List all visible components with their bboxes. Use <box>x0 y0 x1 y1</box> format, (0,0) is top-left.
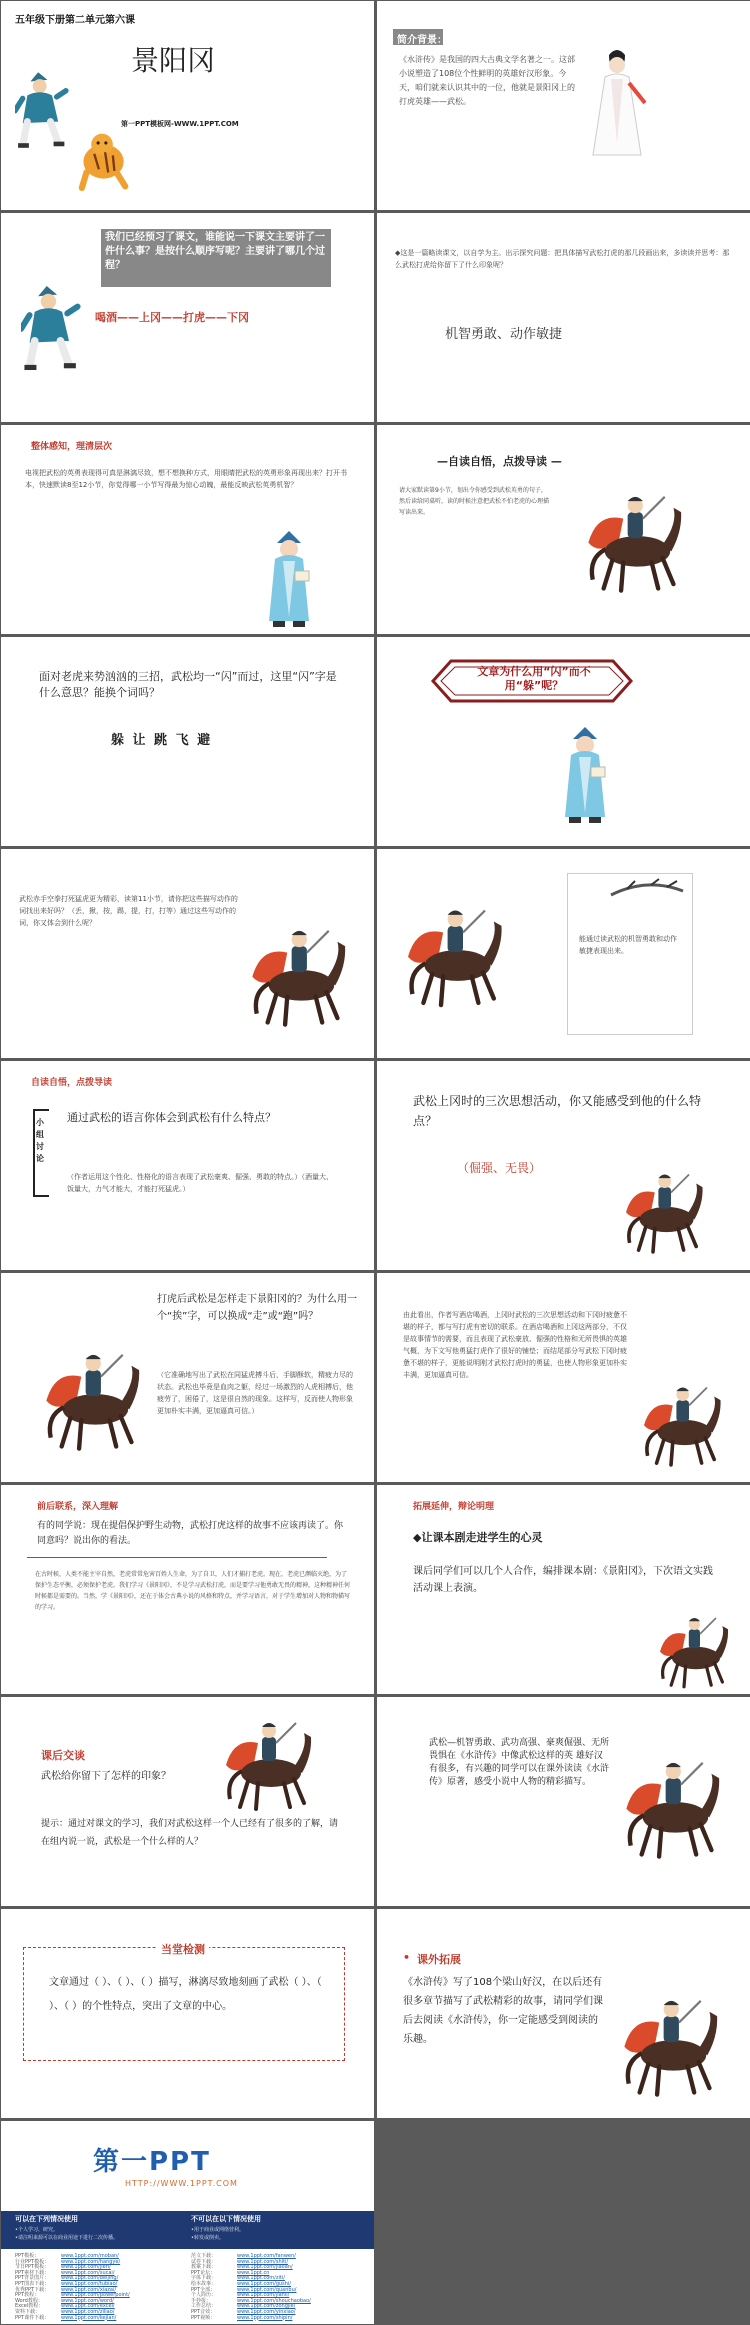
resource-link-label: 资料下载： <box>15 2308 41 2315</box>
resource-link-label: 字体下载： <box>191 2275 217 2282</box>
resource-link-url[interactable]: www.1ppt.com/excel/ <box>61 2303 115 2310</box>
resource-link-url[interactable]: www.1ppt.com/shiti/ <box>237 2258 289 2265</box>
body-text: 武松赤手空拳打死猛虎更为精彩，读第11小节，请你把这些描写动作的词找出来好吗？（丢，揪，按，踢，提，打，打等）通过这些写动作的词，你又体会到什么呢？ <box>19 895 238 927</box>
resource-link-url[interactable]: www.1ppt.com/kejian/ <box>61 2314 117 2321</box>
warrior-illustration <box>21 273 81 383</box>
section-heading: 前后联系，深入理解 <box>37 1502 119 1512</box>
forbidden-item: •转发或倒卖。 <box>191 2235 224 2241</box>
intro-text: 《水浒传》是我国的四大古典文学名著之一。这部小说塑造了108位个性鲜明的英雄好汉形象。今天，咱们就来认识其中的一位，他就是景阳冈上的打虎英雄——武松。 <box>399 55 575 106</box>
rider-illustration <box>617 1151 707 1261</box>
answer-text: （它准确地写出了武松在同猛虎搏斗后，手脚酥软，精疲力尽的状态。武松也毕竟是血肉之躯，经过一场激烈的人虎相搏后，他疲劳了，困倦了，这是很自然的现象。这样写，反而使人物形象更加朴实丰满，更加逼真可信。） <box>157 1371 353 1415</box>
resource-link-label: Word教程： <box>15 2297 43 2304</box>
resource-link-label: Excel教程： <box>15 2303 44 2310</box>
resource-link-label: PPT论坛： <box>191 2269 216 2276</box>
rider-illustration <box>241 909 351 1029</box>
promo-url: HTTP://WWW.1PPT.COM <box>125 2179 238 2188</box>
tiger-illustration <box>71 129 133 191</box>
slide-6 <box>377 425 750 634</box>
question-text: 面对老虎来势汹汹的三招，武松均一“闪”而过，这里“闪”字是什么意思？能换个词吗？ <box>39 670 337 699</box>
slide-footer: 第一PPT模板网-WWW.1PPT.COM <box>121 120 239 128</box>
rider-illustration <box>613 1979 723 2099</box>
resource-link-url[interactable]: www.1ppt.cn <box>237 2269 270 2276</box>
resource-link-label: 范文下载： <box>191 2253 217 2259</box>
resource-link-url[interactable]: www.1ppt.com/gushi/ <box>237 2280 292 2287</box>
resource-link-label: 手抄报： <box>191 2297 212 2304</box>
promo-slide <box>1 2121 374 2324</box>
warrior-illustration <box>15 65 69 155</box>
resource-link-label: PPT教程： <box>15 2292 40 2299</box>
prompt-text: 提示：通过对课文的学习，我们对武松这样一个人已经有了很多的了解，请在组内说一说，武松是一个什么样的人？ <box>41 1819 339 1847</box>
resource-link-label: PPT视频： <box>191 2314 216 2321</box>
forbidden-item: •用于商业或网络营利。 <box>191 2227 244 2233</box>
body-text: 《水浒传》写了108个梁山好汉，在以后还有很多章节描写了武松精彩的故事，请同学们课后去阅读《水浒传》，你一定能感受到阅读的乐趣。 <box>403 1977 603 2045</box>
rider-illustration <box>652 1601 732 1691</box>
resource-link-url[interactable]: www.1ppt.com/hangye/ <box>61 2258 121 2265</box>
allowed-title: 可以在下列情况使用 <box>15 2215 78 2223</box>
resource-link-label: PPT模板： <box>15 2253 40 2259</box>
pine-decoration-icon <box>607 877 687 901</box>
forbidden-title: 不可以在以下情况使用 <box>191 2215 261 2223</box>
resource-link-url[interactable]: www.1ppt.com/shouchaobao/ <box>237 2297 311 2304</box>
slide-1 <box>1 1 374 210</box>
section-heading: 课外拓展 <box>417 1953 461 1966</box>
slide-11 <box>1 1061 374 1270</box>
slide-20 <box>377 1909 750 2118</box>
slide-16 <box>377 1485 750 1694</box>
section-heading: 自读自悟，点拨导读 <box>31 1078 113 1088</box>
resource-link-url[interactable]: www.1ppt.com/xiazai/ <box>61 2286 117 2293</box>
slide-12 <box>377 1061 750 1270</box>
resource-link-url[interactable]: www.1ppt.com/tubiao/ <box>61 2280 118 2287</box>
body-text: 由此看出，作者写酒店喝酒，上冈时武松的三次思想活动和下冈时疲惫不堪的样子，都与写打虎有密切的联系。在酒店喝酒和上冈这两部分，不仅是故事情节的需要，而且表现了武松豪放、倔强的性格和无所畏惧的英雄气概，为下文写他勇猛打虎作了很好的铺垫；而结尾部分写武松下冈时疲惫不堪的样子，更能说明刚才武松打虎时的勇猛，也使人物形象更加朴实丰满，更加逼真可信。 <box>403 1311 627 1379</box>
section-heading: 整体感知，理清层次 <box>31 442 113 452</box>
rider-illustration <box>577 475 687 595</box>
resource-link-url[interactable]: www.1ppt.com/ziti/ <box>237 2275 285 2282</box>
rider-illustration <box>35 1333 145 1453</box>
slide-8 <box>377 637 750 846</box>
resource-link-label: 个人简历： <box>191 2292 217 2299</box>
rider-illustration <box>211 1703 321 1813</box>
section-heading: 拓展延伸，辩论明理 <box>413 1502 495 1512</box>
divider <box>27 1557 327 1558</box>
promo-band <box>1 2211 374 2249</box>
question-text: 武松上冈时的三次思想活动，你又能感受到他的什么特点？ <box>413 1094 702 1128</box>
resource-link-label: PPT音效： <box>191 2308 216 2315</box>
body-text: 在古时候，人类不能主宰自然，老虎常常危害百姓人生命，为了自卫，人们才捕打老虎。现在，老虎已濒临灭绝，为了保护生态平衡，必须保护老虎。我们学习《景阳冈》，不是学习武松打虎，而是要学习他勇敢无畏的精神，这种精神任何时候都是需要的。当然，学《景阳冈》，还在于体会古典小说的风格和特点，并学习语言，对于学生增加对人物和物描写的学习。 <box>35 1571 351 1611</box>
section-heading: —自读自悟，点拨导读 — <box>437 455 562 468</box>
slide-3 <box>1 213 374 422</box>
bullet-icon: • <box>403 1951 411 1964</box>
resource-link-url[interactable]: www.1ppt.com/jianli/ <box>237 2292 290 2299</box>
section-title: 当堂检测 <box>157 1941 209 1957</box>
prompt-text: ◆这是一篇略读课文，以自学为主。出示探究问题：把具体描写武松打虎的那几段画出来，多读读并思考：那么武松打虎给你留下了什么印象呢？ <box>395 249 730 269</box>
body-text: 武松—机智勇敢、武功高强、豪爽倔强、无所畏惧在《水浒传》中像武松这样的英 雄好汉有很多，有兴趣的同学可以在课外读读《水浒传》原著，感受小说中人物的精彩描写。 <box>429 1738 610 1787</box>
question-text: 我们已经预习了课文，谁能说一下课文主要讲了一件什么事？是按什么顺序写呢？主要讲了哪几个过程？ <box>105 232 325 271</box>
slide-header: 五年级下册第二单元第六课 <box>15 15 135 26</box>
resource-link-label: PPT图表下载： <box>15 2280 50 2287</box>
resource-link-url[interactable]: www.1ppt.com/zongjie/ <box>237 2303 296 2310</box>
slide-15 <box>1 1485 374 1694</box>
note-text: （作者运用这个性化、性格化的语言表现了武松豪爽、倔强、勇敢的特点。）（酒量大、饭量大，力气才能大，才能打死猛虎。） <box>67 1173 333 1193</box>
rider-illustration <box>615 1741 725 1861</box>
resource-link-url[interactable]: www.1ppt.com/sucai/ <box>61 2269 115 2276</box>
rider-illustration <box>635 1369 725 1469</box>
body-text: 请大家默读第9小节，划出令你感受到武松英勇的句子，然后读给同桌听，读的时候注意把武松不怕老虎的心理描写读出来。 <box>399 487 550 516</box>
slide-5 <box>1 425 374 634</box>
resource-link-url[interactable]: www.1ppt.com/word/ <box>61 2297 114 2304</box>
resource-link-label: PPT背景图片： <box>15 2275 50 2282</box>
resource-link-label: PPT素材下载： <box>15 2269 50 2276</box>
resource-link-url[interactable]: www.1ppt.com/yinxiao/ <box>237 2308 296 2315</box>
resource-links-left <box>15 2254 185 2321</box>
slide-19 <box>1 1909 374 2118</box>
question-text: 通过武松的语言你体会到武松有什么特点？ <box>67 1111 276 1124</box>
resource-link-url[interactable]: www.1ppt.com/powerpoint/ <box>61 2292 130 2299</box>
scholar-illustration <box>555 717 615 827</box>
promo-logo: 第一PPT <box>93 2147 211 2177</box>
resource-link-url[interactable]: www.1ppt.com/beijing/ <box>61 2275 119 2282</box>
resource-links-right <box>191 2254 361 2321</box>
slide-7 <box>1 637 374 846</box>
slide-18 <box>377 1697 750 1906</box>
slide-13 <box>1 1273 374 1482</box>
section-heading: 课后交谈 <box>41 1749 85 1762</box>
resource-link-url[interactable]: www.1ppt.com/jieri/ <box>61 2264 111 2271</box>
side-label: 小组讨论 <box>36 1118 44 1163</box>
horseman-illustration <box>397 879 507 1019</box>
resource-link-row[interactable] <box>191 2316 361 2322</box>
resource-link-label: 试卷下载： <box>191 2258 217 2265</box>
resource-link-url[interactable]: www.1ppt.com/jiaoan/ <box>237 2264 293 2271</box>
activity-title: ◆让课本剧走进学生的心灵 <box>413 1531 543 1544</box>
slide-9 <box>1 849 374 1058</box>
scholar-illustration <box>259 521 319 631</box>
answer-text: 躲 让 跳 飞 避 <box>111 733 213 748</box>
resource-link-label: 绘本故事： <box>191 2280 217 2287</box>
resource-link-label: 工作总结： <box>191 2303 217 2310</box>
slide-2 <box>377 1 750 210</box>
body-text: 课后同学们可以几个人合作，编排课本剧：《景阳冈》，下次语文实践活动课上表演。 <box>413 1566 713 1594</box>
resource-link-label: PPT课件下载： <box>15 2314 50 2321</box>
answer-text: 机智勇敢、动作敏捷 <box>445 327 563 342</box>
resource-link-label: 行业PPT模板： <box>15 2258 50 2265</box>
sequence-text: 喝酒——上冈——打虎——下冈 <box>95 311 249 324</box>
resource-link-url[interactable]: www.1ppt.com/fanwen/ <box>237 2253 296 2259</box>
slide-4 <box>377 213 750 422</box>
resource-link-url[interactable]: www.1ppt.com/shipin/ <box>237 2314 293 2321</box>
question-text: 有的同学说：现在提倡保护野生动物，武松打虎这样的故事不应该再读了。你同意吗？说出你的看法。 <box>37 1521 344 1546</box>
resource-link-label: 节日PPT模板： <box>15 2264 50 2271</box>
body-text: 电视把武松的英勇表现得可真是淋漓尽致，想不想换种方式，用眼睛把武松的英勇形象再现出来？打开书本，快速默读8至12小节，你觉得哪一小节写得最为惊心动魄，最能反映武松英勇机智？ <box>25 469 347 489</box>
question-text: 文章为什么用“闪”而不用“躲”呢？ <box>477 665 591 692</box>
scholar-illustration <box>587 43 647 163</box>
allowed-item: •个人学习、研究。 <box>15 2227 58 2233</box>
body-text: 文章通过（ ）、（ ）、（ ）描写，淋漓尽致地刻画了武松（ ）、（ ）、（ ）的个性特点，突出了文章的中心。 <box>49 1977 322 2012</box>
resource-link-url[interactable]: www.1ppt.com/moban/ <box>61 2253 119 2259</box>
slide-10 <box>377 849 750 1058</box>
note-text: 能通过读武松的机智勇敢和动作敏捷表现出来。 <box>579 935 677 955</box>
resource-link-label: 教案下载： <box>191 2264 217 2271</box>
resource-link-label: PPT全部： <box>191 2286 216 2293</box>
resource-link-url[interactable]: www.1ppt.com/quanbu/ <box>237 2286 297 2293</box>
allowed-item: •请注明来源可以在商业用途下进行二次传播。 <box>15 2235 118 2241</box>
resource-link-label: 优秀PPT下载： <box>15 2286 50 2293</box>
resource-link-row[interactable] <box>15 2316 185 2322</box>
question-text: 打虎后武松是怎样走下景阳冈的？为什么用一个“挨”字，可以换成“走”或“跑”吗？ <box>157 1294 357 1322</box>
question-text: 武松给你留下了怎样的印象？ <box>41 1771 171 1782</box>
answer-text: （倔强、无畏） <box>457 1161 542 1175</box>
slide-17 <box>1 1697 374 1906</box>
slide-14 <box>377 1273 750 1482</box>
slide-title: 景阳冈 <box>131 44 216 77</box>
resource-link-url[interactable]: www.1ppt.com/ziliao/ <box>61 2308 115 2315</box>
section-label: 简介背景： <box>397 35 447 46</box>
